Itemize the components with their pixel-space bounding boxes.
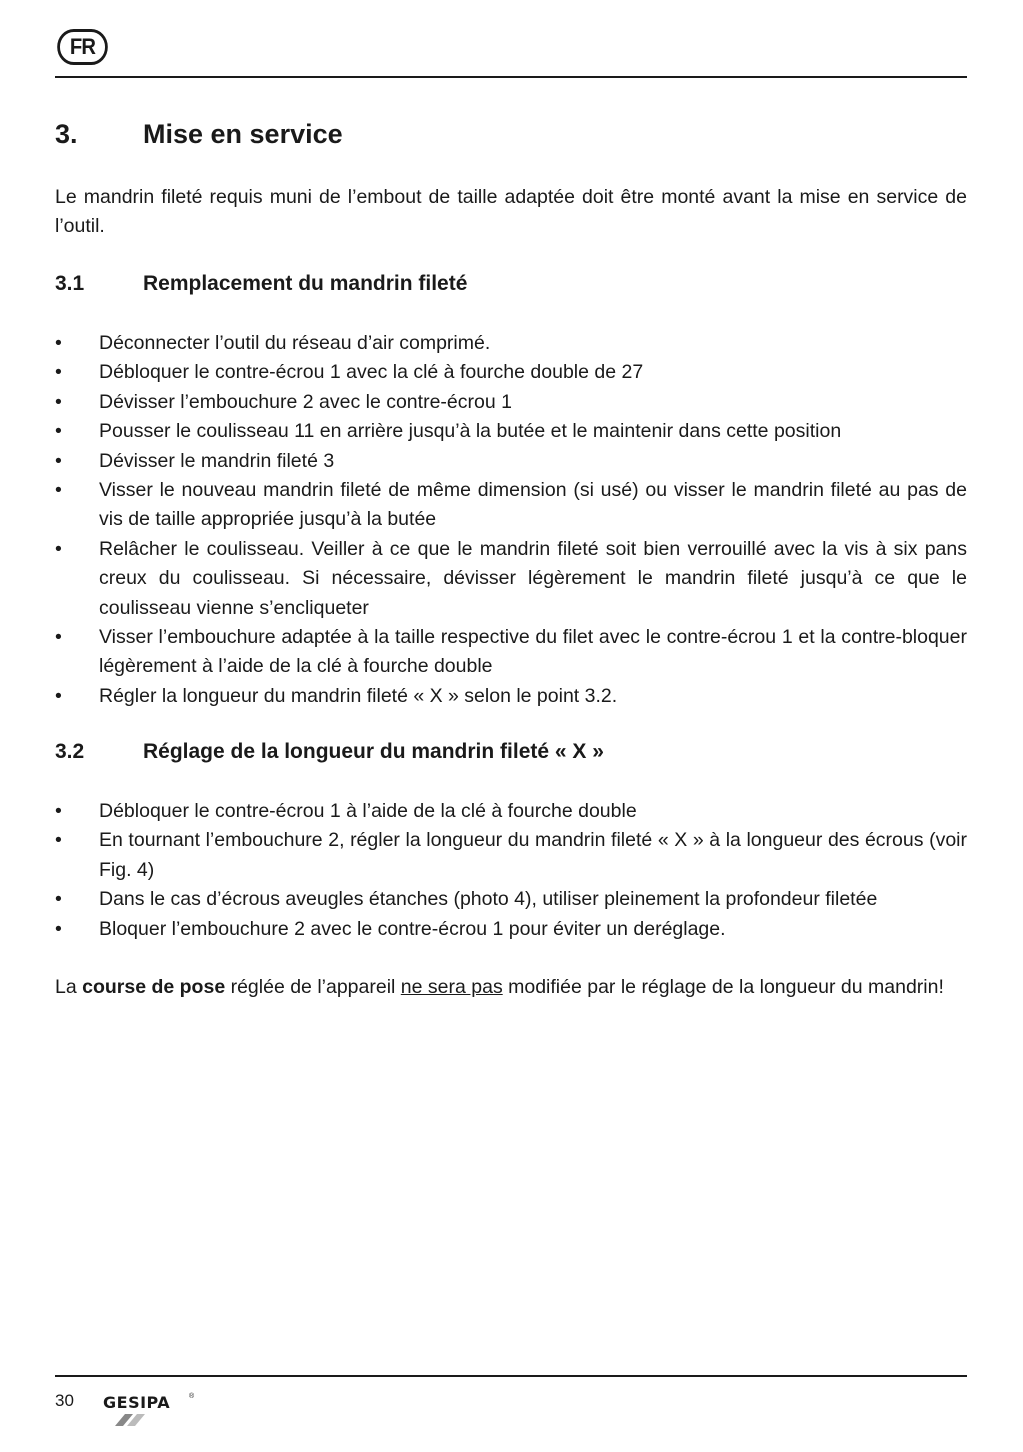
note-text: réglée de l’appareil xyxy=(225,976,401,998)
list-item-text: Relâcher le coulisseau. Veiller à ce que le mandrin fileté soit bien verrouillé avec la vis à six pans creux du coulisseau. Si nécessaire, dévisser légèrement le mandrin fileté jusqu’à ce que le coulisseau vienne s’encliqueter xyxy=(99,537,967,619)
bullet-icon: • xyxy=(55,917,62,940)
list-item-text: Visser l’embouchure adaptée à la taille respective du filet avec le contre-écrou 1 et la contre-bloquer légèrement à l’aide de la clé à fourche double xyxy=(99,626,967,678)
list-item xyxy=(55,417,967,446)
list-item-text: En tournant l’embouchure 2, régler la longueur du mandrin fileté « X » à la longueur des écrous (voir Fig. 4) xyxy=(99,829,967,881)
list-item xyxy=(55,623,967,682)
bullet-icon: • xyxy=(55,537,62,560)
subsection-heading-3-2 xyxy=(55,740,604,764)
list-item xyxy=(55,329,967,358)
bullet-icon: • xyxy=(55,361,62,384)
list-item xyxy=(55,915,967,944)
list-item xyxy=(55,826,967,885)
list-item-text: Visser le nouveau mandrin fileté de même dimension (si usé) ou visser le mandrin fileté au pas de vis de taille appropriée jusqu’à la butée xyxy=(99,479,967,531)
list-item-text: Débloquer le contre-écrou 1 à l’aide de la clé à fourche double xyxy=(99,800,637,822)
registered-mark: ® xyxy=(189,1393,195,1400)
header-rule xyxy=(55,76,967,78)
note-text: La xyxy=(55,976,83,998)
list-item-text: Dévisser le mandrin fileté 3 xyxy=(99,449,335,472)
list-item-text: Dans le cas d’écrous aveugles étanches (photo 4), utiliser pleinement la profondeur filetée xyxy=(99,888,878,911)
list-item xyxy=(55,682,967,711)
bullet-list-3-1 xyxy=(55,329,967,711)
bullet-icon: • xyxy=(55,684,62,707)
subsection-heading-3-1 xyxy=(55,272,467,296)
subsection-title: Remplacement du mandrin fileté xyxy=(143,272,468,295)
intro-paragraph: Le mandrin fileté requis muni de l’embout de taille adaptée doit être monté avant la mise en service de l’outil. xyxy=(55,186,967,238)
note-bold: course de pose xyxy=(82,976,226,998)
list-item-text: Dévisser l’embouchure 2 avec le contre-écrou 1 xyxy=(99,390,512,413)
subsection-number: 3.2 xyxy=(55,740,85,763)
list-item xyxy=(55,358,967,387)
bullet-icon: • xyxy=(55,626,62,649)
list-item-text: Régler la longueur du mandrin fileté « X » selon le point 3.2. xyxy=(99,684,618,707)
note-text: modifiée par le réglage de la longueur du mandrin! xyxy=(502,976,944,998)
bullet-icon: • xyxy=(55,420,62,443)
bullet-list-3-2 xyxy=(55,797,967,944)
logo-swoosh-icon xyxy=(107,1412,147,1426)
list-item xyxy=(55,447,967,476)
page-number: 30 xyxy=(55,1391,74,1410)
section-title: Mise en service xyxy=(143,119,343,149)
bullet-icon: • xyxy=(55,449,62,472)
section-heading xyxy=(55,119,343,150)
list-item-text: Pousser le coulisseau 11 en arrière jusqu’à la butée et le maintenir dans cette position xyxy=(99,420,842,443)
list-item xyxy=(55,885,967,914)
bullet-icon: • xyxy=(55,800,62,822)
bullet-icon: • xyxy=(55,479,62,502)
language-badge: FR xyxy=(57,29,108,65)
gesipa-logo xyxy=(103,1393,195,1425)
subsection-title: Réglage de la longueur du mandrin fileté « X » xyxy=(143,740,604,763)
list-item-text: Bloquer l’embouchure 2 avec le contre-écrou 1 pour éviter un deréglage. xyxy=(99,917,726,940)
list-item xyxy=(55,476,967,535)
section-number: 3. xyxy=(55,119,78,149)
note-paragraph xyxy=(55,973,967,1002)
list-item-text: Déconnecter l’outil du réseau d’air comprimé. xyxy=(99,332,491,354)
list-item xyxy=(55,388,967,417)
bullet-icon: • xyxy=(55,332,62,354)
subsection-number: 3.1 xyxy=(55,272,85,295)
bullet-icon: • xyxy=(55,888,62,911)
logo-wordmark: GESIPA xyxy=(103,1393,171,1412)
footer-rule xyxy=(55,1375,967,1377)
bullet-icon: • xyxy=(55,829,62,852)
list-item xyxy=(55,535,967,623)
list-item xyxy=(55,797,967,826)
list-item-text: Débloquer le contre-écrou 1 avec la clé à fourche double de 27 xyxy=(99,361,644,384)
bullet-icon: • xyxy=(55,390,62,413)
note-underline: ne sera pas xyxy=(400,976,503,998)
